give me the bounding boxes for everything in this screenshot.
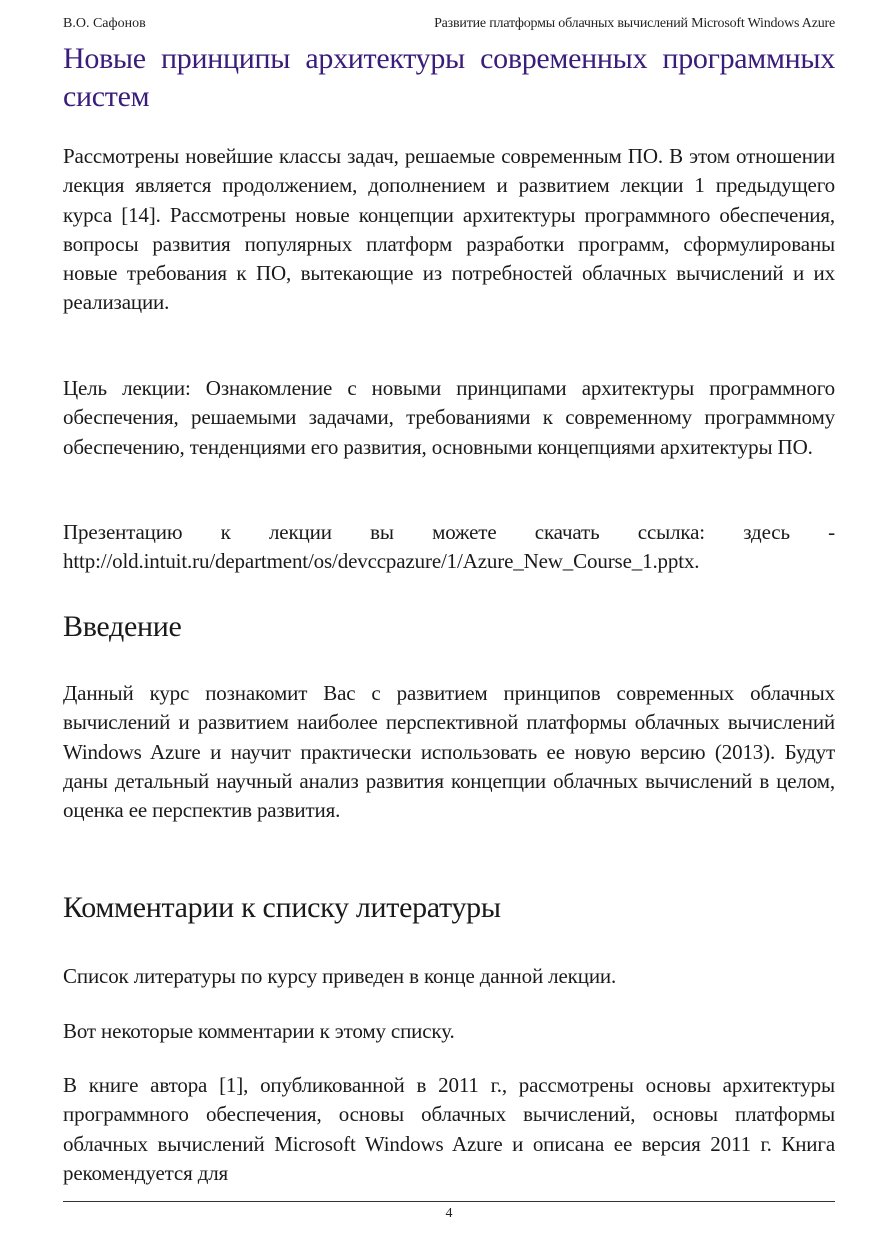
lecture-title: Новые принципы архитектуры современных программных систем — [63, 42, 835, 113]
lecture-abstract: Рассмотрены новейшие классы задач, решаемые современным ПО. В этом отношении лекция является продолжением, дополнением и развитием лекции 1 предыдущего курса [14]. Рассмотрены новые концепции архитектуры программного обеспечения, вопросы развития популярных платформ разработки программ, сформулированы новые требования к ПО, вытекающие из потребностей облачных вычислений и их реализации. — [63, 144, 835, 315]
footer-divider — [63, 1201, 835, 1202]
lecture-goal: Цель лекции: Ознакомление с новыми принципами архитектуры программного обеспечения, решаемыми задачами, требованиями к современному программному обеспечению, тенденциями его развития, основными концепциями архитектуры ПО. — [63, 376, 835, 459]
intro-paragraph: Данный курс познакомит Вас с развитием принципов современных облачных вычислений и развитием наиболее перспективной платформы облачных вычислений Windows Azure и научит практически использовать ее новую версию (2013). Будут даны детальный научный анализ развития концепции облачных вычислений в целом, оценка ее перспектив развития. — [63, 681, 835, 823]
section-heading-literature: Комментарии к списку литературы — [63, 891, 501, 924]
page-number: 4 — [445, 1206, 453, 1221]
literature-paragraph-2: Вот некоторые комментарии к этому списку. — [63, 1019, 455, 1043]
literature-paragraph-1: Список литературы по курсу приведен в конце данной лекции. — [63, 964, 617, 988]
document-page — [63, 0, 835, 1241]
section-heading-intro: Введение — [63, 610, 182, 643]
header-author: В.О. Сафонов — [63, 16, 146, 31]
literature-paragraph-3: В книге автора [1], опубликованной в 2011 г., рассмотрены основы архитектуры программного обеспечения, основы облачных вычислений, основы платформы облачных вычислений Microsoft Windows Azure и описана ее версия 2011 г. Книга рекомендуется для — [63, 1073, 835, 1185]
header-course-title: Развитие платформы облачных вычислений Microsoft Windows Azure — [434, 16, 835, 31]
presentation-link-paragraph: Презентацию к лекции вы можете скачать ссылка: здесь - http://old.intuit.ru/department/os/devccpazure/1/Azure_New_Course_1.pptx. — [63, 520, 835, 574]
running-header — [63, 16, 835, 36]
